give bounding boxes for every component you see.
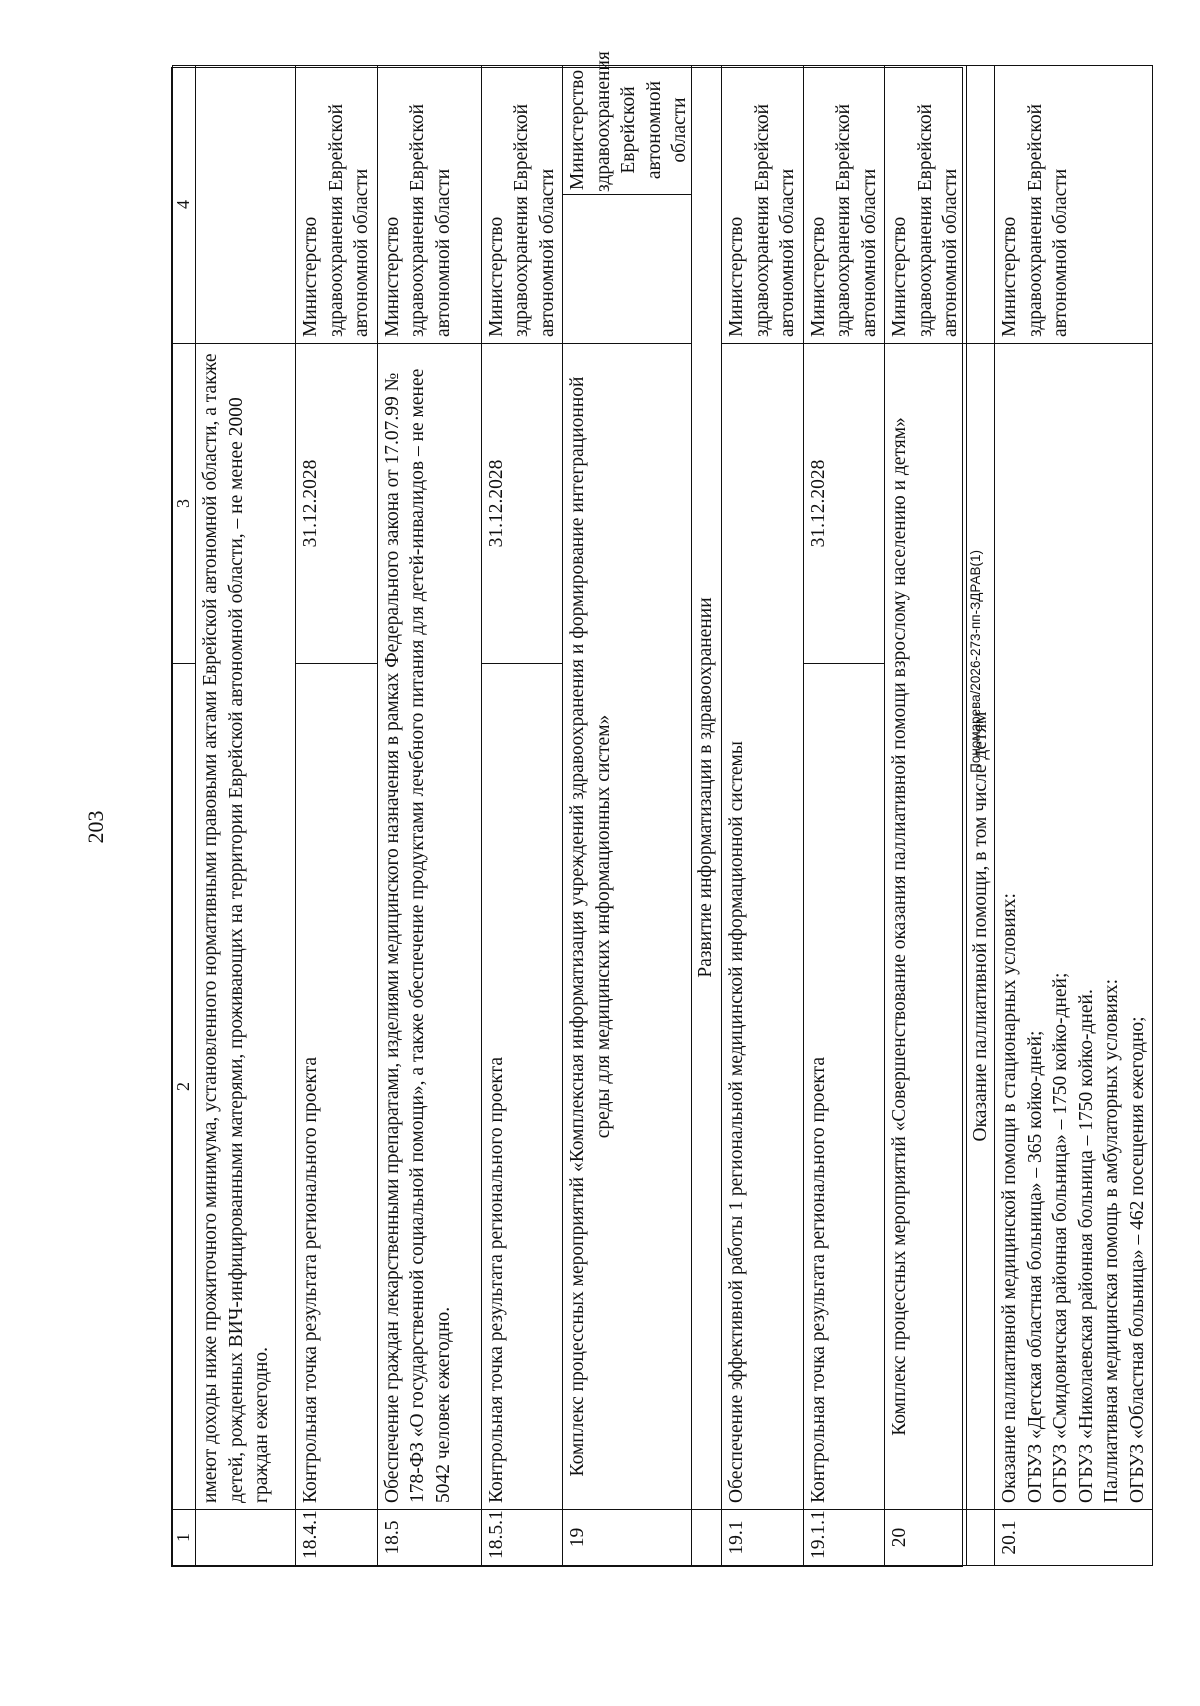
measure-text: Контрольная точка результата регионального проекта: [296, 664, 378, 1510]
header-col-2: 2: [173, 664, 196, 1510]
measure-text: Комплекс процессных мероприятий «Совершенствование оказания паллиативной помощи взрослому населению и детям»: [885, 344, 967, 1510]
table-row: [563, 66, 692, 1566]
measure-text: Контрольная точка результата регионального проекта: [481, 664, 563, 1510]
row-number: [196, 1510, 296, 1566]
responsible-org-cell: [563, 51, 692, 344]
row-number: 18.4.1: [296, 1510, 378, 1566]
header-row: [173, 66, 196, 1566]
measure-text: Обеспечение граждан лекарственными препаратами, изделиями медицинского назначения в рамках Федерального закона от 17.07.99 № 178-ФЗ «О государственной социальной помощи», а также обеспечение продуктами лечебного питания для детей-инвалидов – не менее 5042 человек ежегодно.: [377, 344, 481, 1510]
section-row: [692, 66, 722, 1566]
page-number: 203: [83, 810, 108, 844]
section-title: Оказание паллиативной помощи, в том числе детям: [966, 344, 995, 1510]
responsible-org: Министерство здравоохранения Еврейской автономной области: [296, 66, 378, 344]
row-number: 18.5.1: [481, 1510, 563, 1566]
continuation-text: имеют доходы ниже прожиточного минимума, установленного нормативными правовыми актами Еврейской автономной области, а также детей, рожденных ВИЧ-инфицированными матерями, проживающих на территории Еврейской автономной области, – не менее 2000 граждан ежегодно.: [196, 344, 296, 1510]
deadline-date: 31.12.2028: [803, 344, 885, 664]
row-number: [966, 1510, 995, 1566]
table-row: [995, 66, 1153, 1566]
measure-line: ОГБУЗ «Областная больница» – 462 посещения ежегодно;: [1126, 1016, 1148, 1503]
header-col-1: 1: [173, 1510, 196, 1566]
responsible-org: [196, 66, 296, 344]
document-reference: Пономарева/2026-273-пп-ЗДРАВ(1): [968, 550, 983, 773]
deadline-date: 31.12.2028: [296, 344, 378, 664]
table-row: [481, 66, 563, 1566]
responsible-org: [966, 66, 995, 344]
table-row: [885, 66, 967, 1566]
row-number: 20: [885, 1510, 967, 1566]
row-number: 19.1.1: [803, 1510, 885, 1566]
responsible-org: Министерство здравоохранения Еврейской автономной области: [803, 66, 885, 344]
measure-line: ОГБУЗ «Смидовичская районная больница» – 1750 койко-дней;: [1050, 972, 1071, 1503]
table-row: [803, 66, 885, 1566]
measure-line: ОГБУЗ «Детская областная больница» – 365 койко-дней;: [1024, 1030, 1046, 1503]
responsible-org: Министерство здравоохранения Еврейской автономной области: [722, 66, 804, 344]
table-row: [196, 66, 296, 1566]
section-title: Развитие информатизации в здравоохранении: [692, 66, 722, 1510]
measure-line: Паллиативная медицинская помощь в амбулаторных условиях:: [1101, 978, 1122, 1503]
row-number: [692, 1510, 722, 1566]
measure-text: [995, 344, 1153, 1510]
row-number: 18.5: [377, 1510, 481, 1566]
responsible-org: Министерство здравоохранения Еврейской автономной области: [567, 51, 690, 192]
measure-text: Комплекс процессных мероприятий «Комплексная информатизация учреждений здравоохранения и формирование интеграционной среды для медицинских информационных систем»: [563, 344, 692, 1510]
table-row: [296, 66, 378, 1566]
measure-text: Контрольная точка результата регионального проекта: [803, 664, 885, 1510]
responsible-org: Министерство здравоохранения Еврейской автономной области: [377, 66, 481, 344]
responsible-org: Министерство здравоохранения Еврейской автономной области: [995, 66, 1153, 344]
row-number: 19: [563, 1510, 692, 1566]
row-number: 19.1: [722, 1510, 804, 1566]
header-col-3: 3: [173, 344, 196, 664]
responsible-org: Министерство здравоохранения Еврейской автономной области: [885, 66, 967, 344]
header-col-4: 4: [173, 66, 196, 344]
responsible-org: Министерство здравоохранения Еврейской автономной области: [481, 66, 563, 344]
measure-text: Обеспечение эффективной работы 1 региональной медицинской информационной системы: [722, 344, 804, 1510]
table-row: [377, 66, 481, 1566]
deadline-date: 31.12.2028: [481, 344, 563, 664]
measure-line: Оказание паллиативной медицинской помощи в стационарных условиях:: [999, 893, 1020, 1503]
measure-line: ОГБУЗ «Николаевская районная больница – 1750 койко-дней.: [1075, 989, 1097, 1503]
row-number: 20.1: [995, 1510, 1153, 1566]
table-row: [722, 66, 804, 1566]
